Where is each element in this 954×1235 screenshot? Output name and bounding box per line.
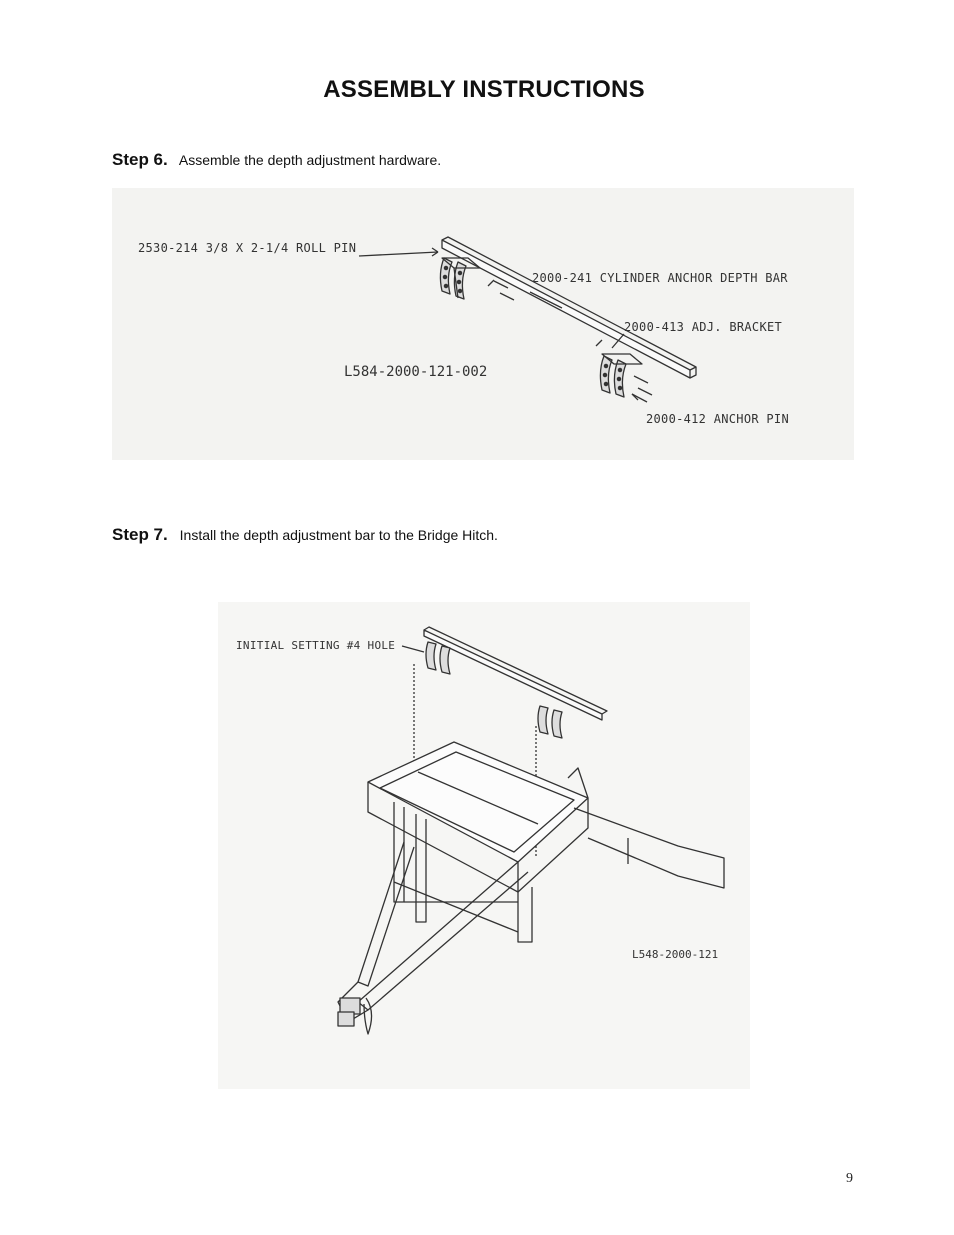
callout-cylinder-anchor-depth-bar: 2000-241 CYLINDER ANCHOR DEPTH BAR [532, 271, 788, 285]
step-6-label: Step 6. [112, 150, 168, 169]
page-number: 9 [846, 1171, 853, 1186]
bridge-hitch-drawing [218, 602, 750, 1089]
drawing-number-step-7: L548-2000-121 [632, 948, 719, 961]
callout-anchor-pin: 2000-412 ANCHOR PIN [646, 412, 789, 426]
callout-adj-bracket: 2000-413 ADJ. BRACKET [624, 320, 783, 334]
page-title: ASSEMBLY INSTRUCTIONS [323, 76, 645, 103]
step-7-text: Install the depth adjustment bar to the Bridge Hitch. [179, 527, 498, 543]
step-7-label: Step 7. [112, 525, 168, 544]
depth-adjustment-hardware-figure [112, 188, 854, 460]
step-6-instruction [112, 150, 441, 170]
step-6-text: Assemble the depth adjustment hardware. [178, 152, 442, 168]
callout-roll-pin: 2530-214 3/8 X 2-1/4 ROLL PIN [138, 241, 357, 255]
callout-initial-setting-hole: INITIAL SETTING #4 HOLE [236, 639, 396, 652]
drawing-number-step-6: L584-2000-121-002 [344, 364, 488, 380]
bridge-hitch-figure [218, 602, 750, 1089]
step-7-instruction [112, 525, 498, 545]
